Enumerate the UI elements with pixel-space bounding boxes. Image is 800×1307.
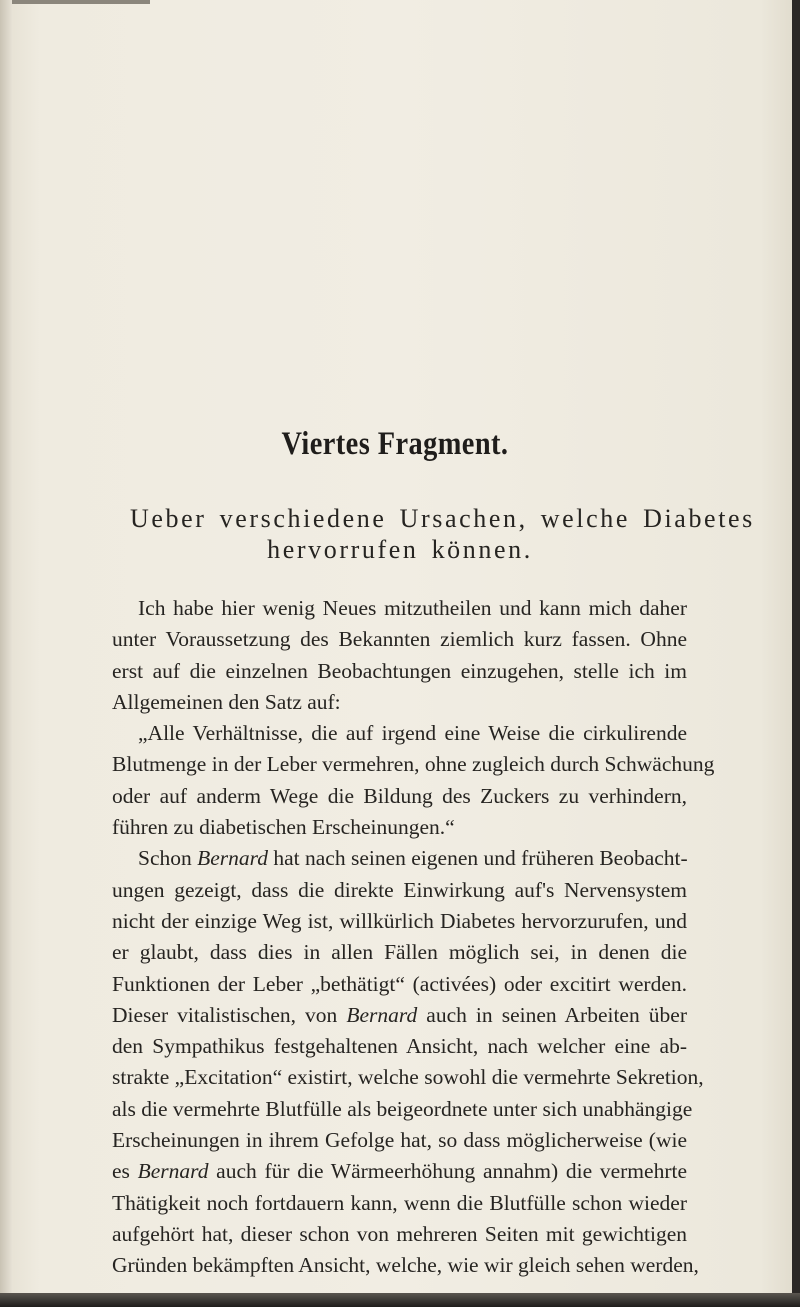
p3-line: ungen gezeigt, dass die direkte Einwirkung auf's Nervensystem [112,877,687,902]
page-left-edge [0,0,12,1307]
text-fragment: es [112,1159,138,1184]
p3-line: strakte „Excitation“ existirt, welche sowohl die vermehrte Sekretion, [112,1065,704,1090]
p3-line: den Sympathikus festgehaltenen Ansicht, nach welcher eine ab- [112,1034,687,1059]
quote-line: oder auf anderm Wege die Bildung des Zuckers zu verhindern, [112,783,687,808]
p3-line: nicht der einzige Weg ist, willkürlich Diabetes hervorzurufen, und [112,908,687,933]
text-fragment: auch für die Wärmeerhöhung annahm) die vermehrte [208,1159,687,1184]
quote-line: Blutmenge in der Leber vermehren, ohne zugleich durch Schwächung [112,752,715,777]
page-top-shadow [0,0,150,4]
p3-line: Thätigkeit noch fortdauern kann, wenn die Blutfülle schon wieder [112,1190,687,1215]
chapter-heading: Viertes Fragment. [281,426,509,462]
author-name: Bernard [137,1159,209,1184]
text-fragment: Dieser vitalistischen, von [112,1002,347,1027]
subtitle-line-1: Ueber verschiedene Ursachen, welche Diabetes [130,504,755,533]
quote-line: „Alle Verhältnisse, die auf irgend eine Weise die cirkulirende [138,721,687,746]
p3-line: Gründen bekämpften Ansicht, welche, wie wir gleich sehen werden, [112,1253,699,1278]
p3-line: er glaubt, dass dies in allen Fällen möglich sei, in denen die [112,940,687,965]
text-fragment: auch in seinen Arbeiten über [417,1002,687,1027]
subtitle-line-2: hervorrufen können. [267,535,533,565]
p3-line [112,1156,687,1187]
author-name: Bernard [197,846,268,871]
page-bottom-edge [0,1293,800,1307]
p3-line [112,843,687,874]
body-text [112,593,715,1282]
quote-line: führen zu diabetischen Erscheinungen.“ [112,815,455,840]
text-fragment: hat nach seinen eigenen und früheren Beobacht- [268,846,688,871]
chapter-subtitle [130,500,755,565]
text-fragment: Schon [138,846,198,871]
p3-line: Funktionen der Leber „bethätigt“ (activées) oder excitirt werden. [112,971,687,996]
p3-line: Erscheinungen in ihrem Gefolge hat, so dass möglicherweise (wie [112,1128,687,1153]
p1-line: Allgemeinen den Satz auf: [112,689,341,714]
p1-line: unter Voraussetzung des Bekannten ziemlich kurz fassen. Ohne [112,627,687,652]
p1-line: erst auf die einzelnen Beobachtungen einzugehen, stelle ich im [112,658,687,683]
p3-line [112,1000,687,1031]
p3-line: als die vermehrte Blutfülle als beigeordnete unter sich unabhängige [112,1096,693,1121]
author-name: Bernard [346,1002,418,1027]
p3-line: aufgehört hat, dieser schon von mehreren Seiten mit gewichtigen [112,1221,687,1246]
p1-line: Ich habe hier wenig Neues mitzutheilen und kann mich daher [138,596,687,620]
page-right-edge [792,0,800,1307]
